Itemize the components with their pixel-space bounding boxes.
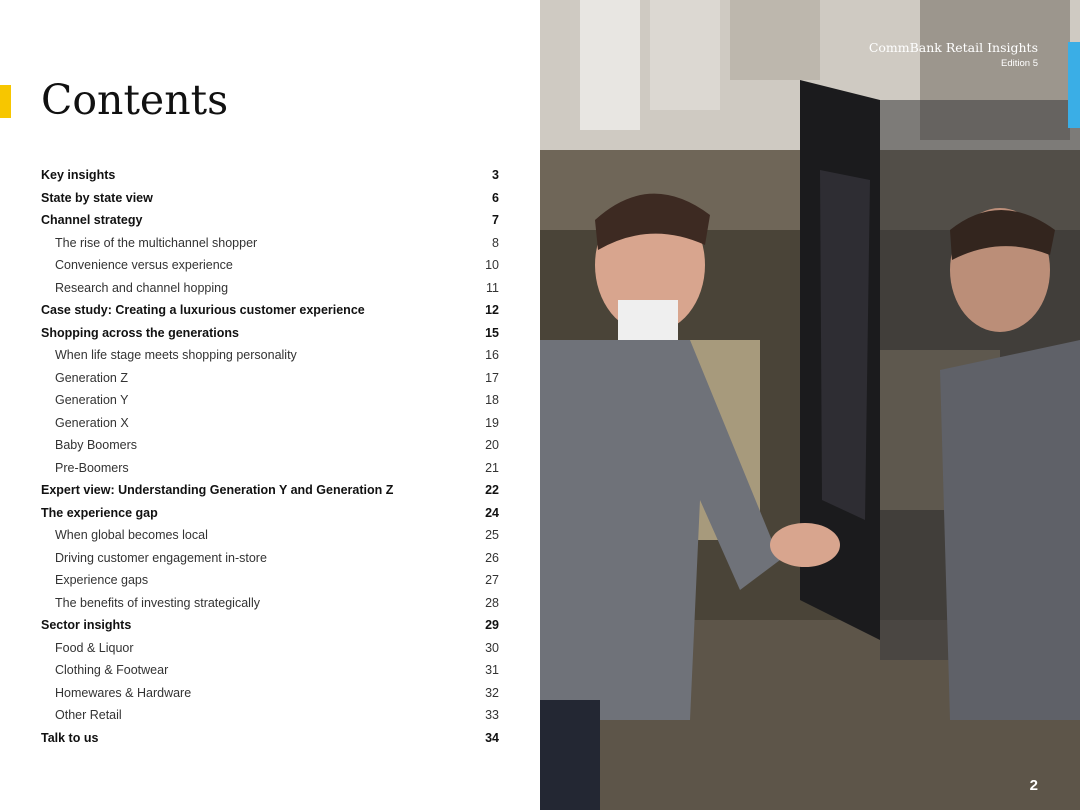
toc-entry-label: When life stage meets shopping personality xyxy=(55,348,297,363)
toc-entry[interactable] xyxy=(41,389,499,412)
toc-entry[interactable] xyxy=(41,637,499,660)
brand-header xyxy=(869,40,1038,69)
toc-entry-page: 16 xyxy=(485,348,499,363)
toc-entry[interactable] xyxy=(41,592,499,615)
toc-entry-label: Pre-Boomers xyxy=(55,460,129,475)
toc-entry-page: 20 xyxy=(485,438,499,453)
toc-entry-page: 15 xyxy=(485,325,499,340)
toc-entry[interactable] xyxy=(41,704,499,727)
toc-entry[interactable] xyxy=(41,479,499,502)
toc-entry-label: Shopping across the generations xyxy=(41,325,239,340)
toc-entry-label: Homewares & Hardware xyxy=(55,685,192,700)
toc-entry-page: 10 xyxy=(485,258,499,273)
toc-entry-page: 3 xyxy=(492,168,499,183)
toc-entry-page: 28 xyxy=(485,595,499,610)
toc-entry-page: 34 xyxy=(485,730,499,745)
page-number: 2 xyxy=(1029,777,1038,794)
toc-entry-label: Other Retail xyxy=(55,708,122,723)
photo-illustration xyxy=(540,0,1080,810)
toc-entry-page: 12 xyxy=(485,303,499,318)
toc-entry[interactable] xyxy=(41,209,499,232)
toc-entry-page: 26 xyxy=(485,550,499,565)
toc-entry[interactable] xyxy=(41,434,499,457)
table-of-contents xyxy=(41,164,499,749)
toc-entry-label: Research and channel hopping xyxy=(55,280,229,295)
toc-entry[interactable] xyxy=(41,412,499,435)
toc-entry-page: 19 xyxy=(485,415,499,430)
toc-entry-label: State by state view xyxy=(41,190,153,205)
toc-entry-label: Convenience versus experience xyxy=(55,258,233,273)
toc-entry-label: Driving customer engagement in-store xyxy=(55,550,267,565)
toc-entry[interactable] xyxy=(41,682,499,705)
toc-entry-page: 27 xyxy=(485,573,499,588)
toc-entry-label: The benefits of investing strategically xyxy=(55,595,260,610)
toc-entry[interactable] xyxy=(41,524,499,547)
toc-entry-page: 17 xyxy=(485,370,499,385)
toc-entry-page: 11 xyxy=(486,280,499,295)
toc-entry[interactable] xyxy=(41,367,499,390)
toc-entry-label: Sector insights xyxy=(41,618,132,633)
toc-entry-page: 21 xyxy=(485,460,499,475)
toc-entry-page: 18 xyxy=(485,393,499,408)
toc-entry-label: Experience gaps xyxy=(55,573,149,588)
toc-entry-page: 8 xyxy=(492,235,499,250)
toc-entry-label: The experience gap xyxy=(41,505,158,520)
toc-entry-page: 22 xyxy=(485,483,499,498)
toc-entry[interactable] xyxy=(41,547,499,570)
toc-entry[interactable] xyxy=(41,344,499,367)
toc-entry-label: Generation Z xyxy=(55,370,128,385)
toc-entry[interactable] xyxy=(41,502,499,525)
toc-entry[interactable] xyxy=(41,299,499,322)
toc-entry[interactable] xyxy=(41,277,499,300)
toc-entry-page: 29 xyxy=(485,618,499,633)
toc-entry-label: Talk to us xyxy=(41,730,99,745)
toc-entry-page: 30 xyxy=(485,640,499,655)
toc-entry[interactable] xyxy=(41,727,499,750)
toc-entry-label: Clothing & Footwear xyxy=(55,663,169,678)
blue-accent-tab xyxy=(1068,42,1080,128)
toc-entry-page: 7 xyxy=(492,213,499,228)
toc-entry-page: 33 xyxy=(485,708,499,723)
toc-entry-page: 25 xyxy=(485,528,499,543)
toc-entry[interactable] xyxy=(41,187,499,210)
toc-entry[interactable] xyxy=(41,254,499,277)
toc-entry-label: Food & Liquor xyxy=(55,640,134,655)
toc-entry-label: Generation Y xyxy=(55,393,129,408)
edition-label: Edition 5 xyxy=(1001,58,1038,69)
toc-entry[interactable] xyxy=(41,569,499,592)
toc-entry-label: Channel strategy xyxy=(41,213,143,228)
toc-entry-label: Expert view: Understanding Generation Y and Generation Z xyxy=(41,483,394,498)
toc-entry-label: When global becomes local xyxy=(55,528,208,543)
toc-entry-label: The rise of the multichannel shopper xyxy=(55,235,258,250)
toc-entry-label: Generation X xyxy=(55,415,129,430)
toc-entry-page: 24 xyxy=(485,505,499,520)
toc-entry-page: 31 xyxy=(485,663,499,678)
toc-entry-label: Baby Boomers xyxy=(55,438,137,453)
toc-entry-page: 32 xyxy=(485,685,499,700)
toc-entry[interactable] xyxy=(41,232,499,255)
brand-title: CommBank Retail Insights xyxy=(868,40,1038,55)
yellow-accent-marker xyxy=(0,85,11,118)
toc-entry-label: Case study: Creating a luxurious customer experience xyxy=(41,303,365,318)
page-title: Contents xyxy=(41,76,229,124)
toc-entry[interactable] xyxy=(41,322,499,345)
toc-entry[interactable] xyxy=(41,164,499,187)
toc-entry[interactable] xyxy=(41,614,499,637)
toc-entry-page: 6 xyxy=(492,190,499,205)
man-touching-display-screen-photo xyxy=(540,0,1080,810)
toc-entry-label: Key insights xyxy=(41,168,116,183)
toc-entry[interactable] xyxy=(41,659,499,682)
toc-entry[interactable] xyxy=(41,457,499,480)
